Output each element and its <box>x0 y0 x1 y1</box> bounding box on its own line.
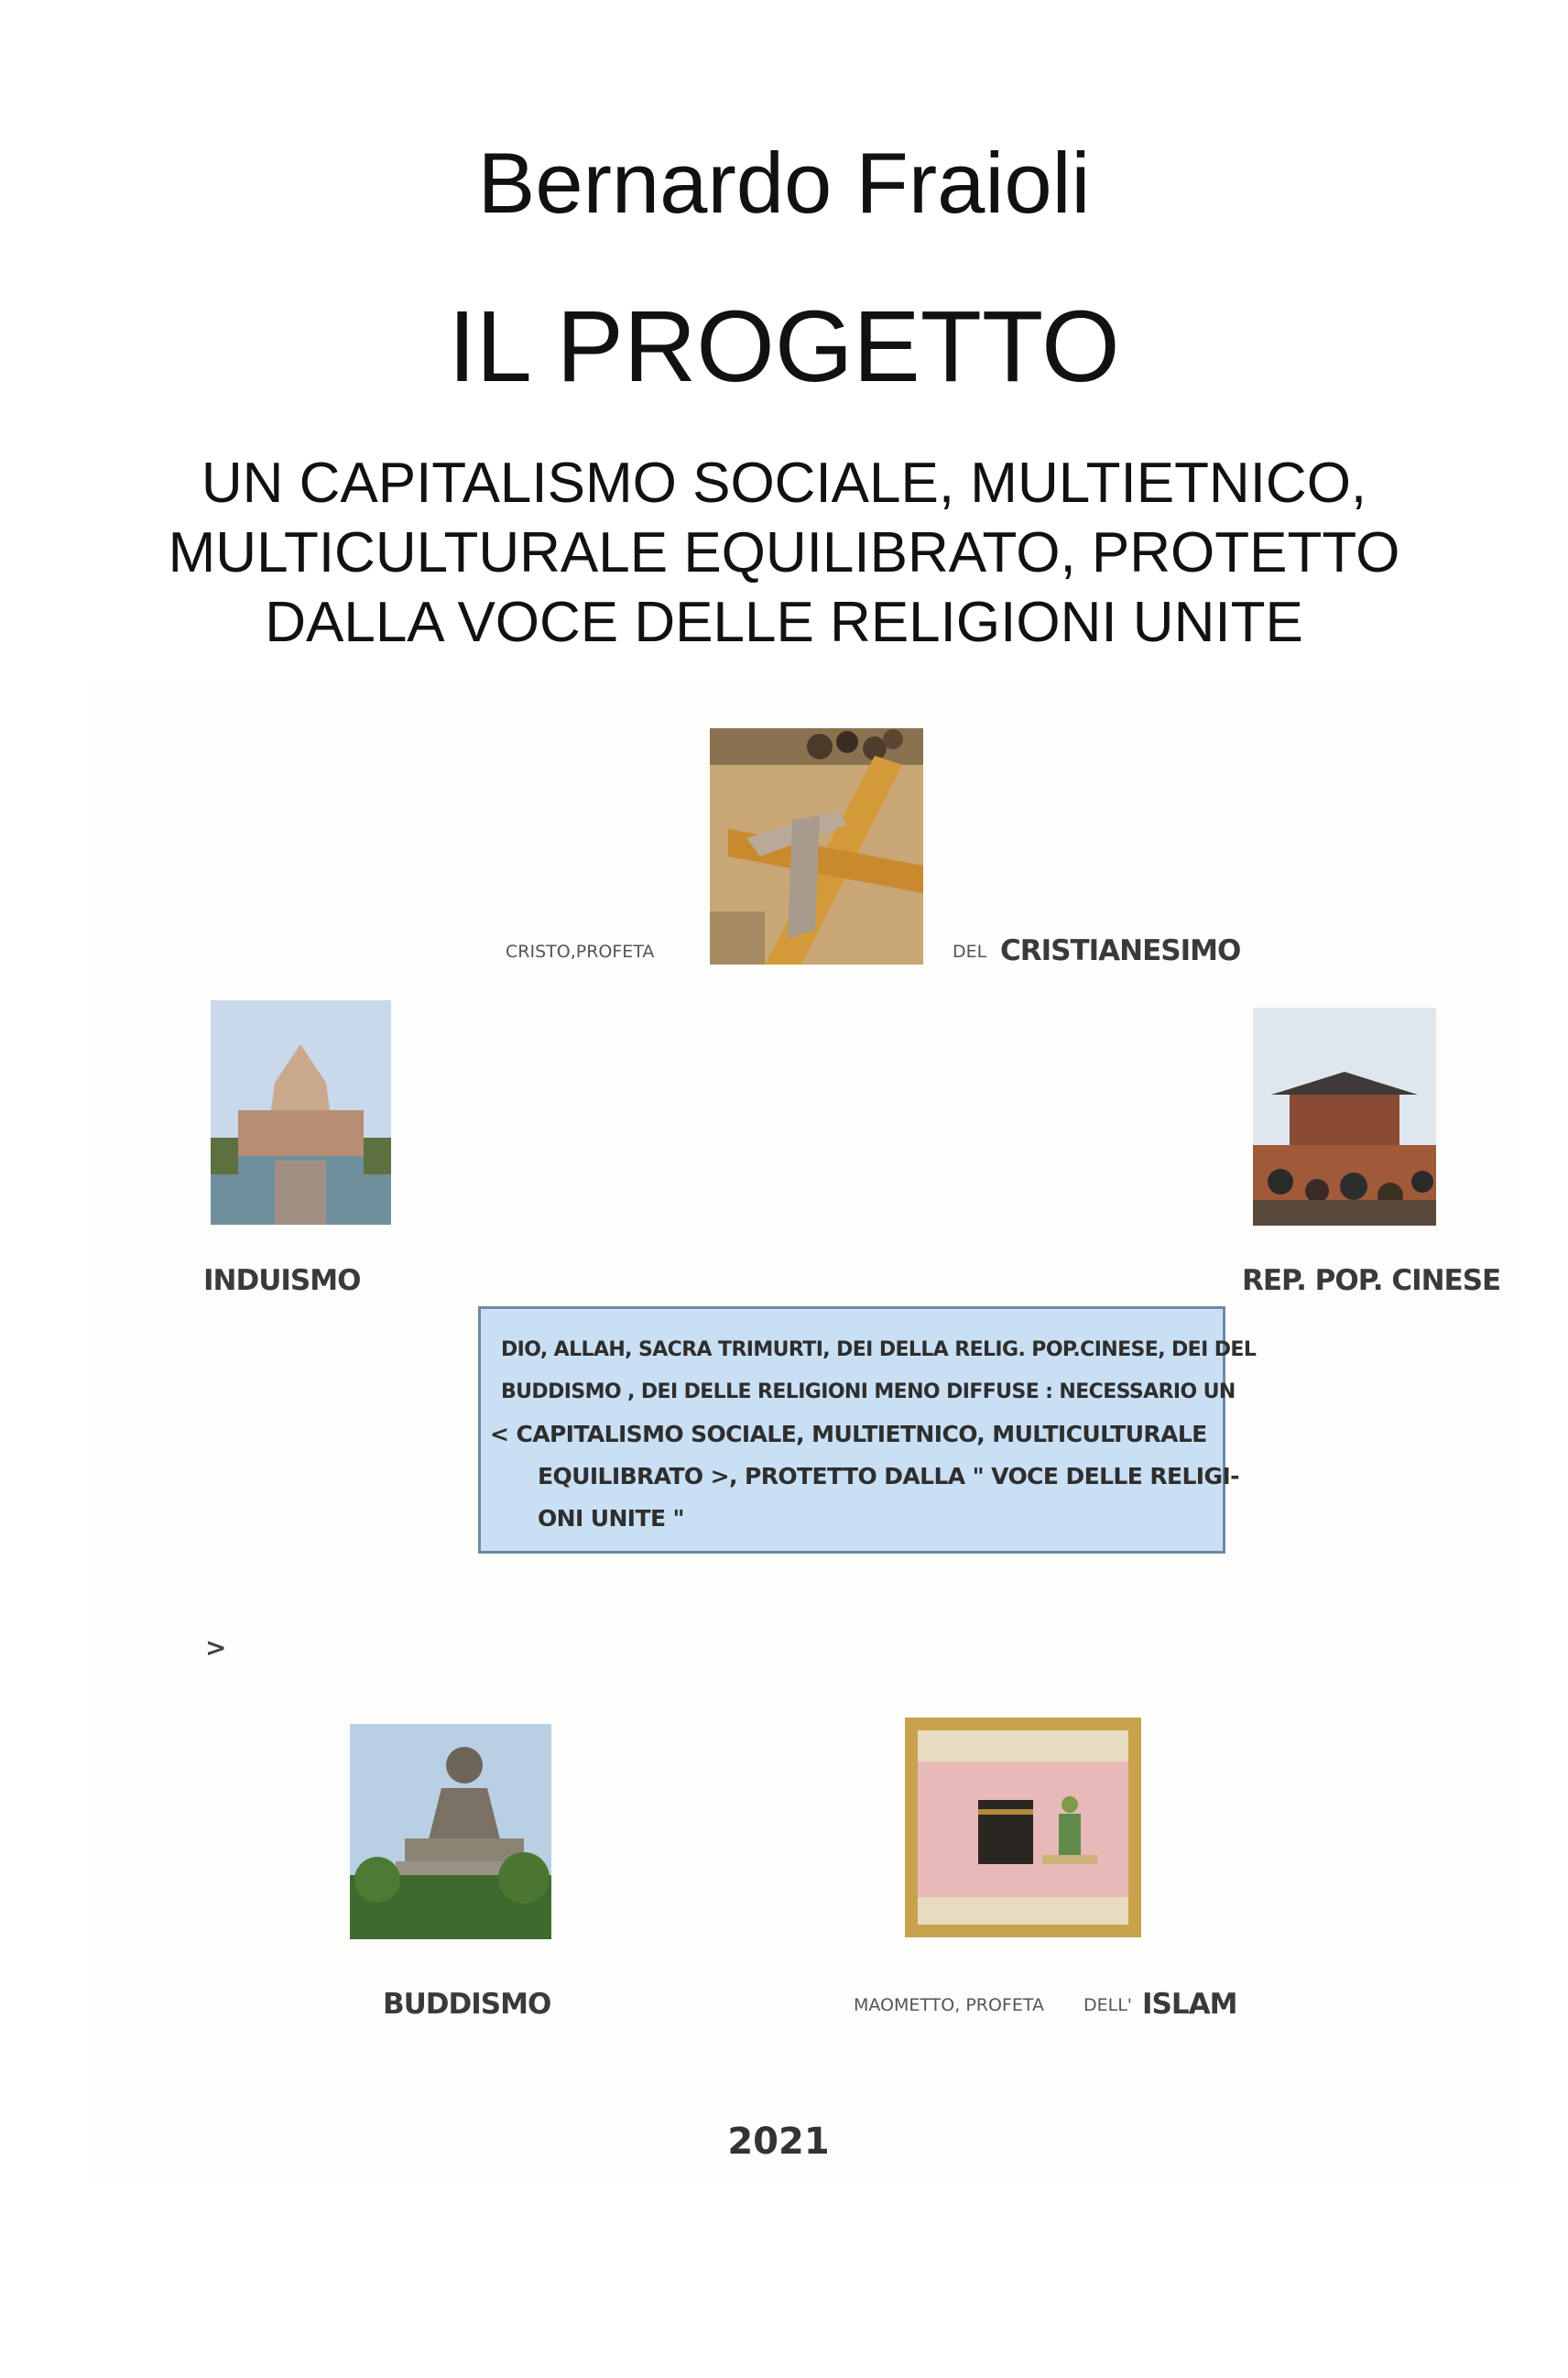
islam-label: ISLAM <box>1142 1988 1237 2021</box>
subtitle-line: UN CAPITALISMO SOCIALE, MULTIETNICO, <box>201 452 1367 515</box>
china-label: REP. POP. CINESE <box>1242 1264 1501 1297</box>
buddha-statue-photo <box>350 1724 551 1939</box>
arrow-mark: > <box>205 1632 227 1663</box>
subtitle-line: DALLA VOCE DELLE RELIGIONI UNITE <box>265 591 1303 654</box>
crucifix-photo <box>710 728 923 965</box>
hindu-temple-photo <box>211 1000 391 1225</box>
subtitle-line: MULTICULTURALE EQUILIBRATO, PROTETTO <box>168 521 1400 584</box>
christianity-connector-label: DEL <box>953 942 987 962</box>
book-subtitle <box>37 449 1531 658</box>
center-text-line: DIO, ALLAH, SACRA TRIMURTI, DEI DELLA RELIG. POP.CINESE, DEI DEL <box>501 1338 1257 1361</box>
center-text-line: < CAPITALISMO SOCIALE, MULTIETNICO, MULTICULTURALE <box>490 1421 1207 1447</box>
christianity-label: CRISTIANESIMO <box>1000 934 1241 967</box>
chinese-temple-photo <box>1253 1008 1436 1226</box>
book-title: IL PROGETTO <box>448 290 1120 403</box>
christianity-prefix-label: CRISTO,PROFETA <box>506 942 655 962</box>
author-name: Bernardo Fraioli <box>477 135 1091 231</box>
islam-connector-label: DELL' <box>1083 1995 1133 2015</box>
center-text-line: BUDDISMO , DEI DELLE RELIGIONI MENO DIFFUSE : NECESSARIO UN <box>501 1380 1236 1403</box>
islam-prefix-label: MAOMETTO, PROFETA <box>854 1995 1044 2015</box>
kaaba-miniature-photo <box>905 1718 1141 1937</box>
center-text-line: ONI UNITE " <box>538 1505 684 1532</box>
center-message-box <box>478 1306 1257 1554</box>
hinduism-label: INDUISMO <box>203 1264 361 1297</box>
publication-year: 2021 <box>727 2121 830 2163</box>
buddhism-label: BUDDISMO <box>383 1988 551 2021</box>
center-text-line: EQUILIBRATO >, PROTETTO DALLA " VOCE DELLE RELIGI- <box>538 1463 1239 1489</box>
